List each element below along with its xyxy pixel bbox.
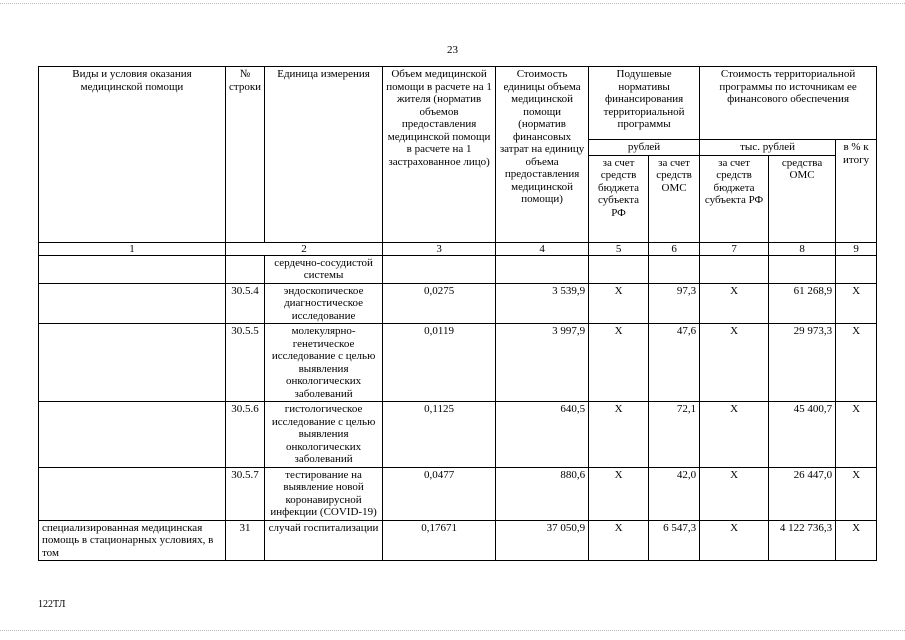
cost-cell: 880,6 <box>496 467 589 520</box>
percent-cell: X <box>836 324 877 402</box>
header-budget-per-capita: за счет средств бюджета субъекта РФ <box>589 155 649 242</box>
table-row <box>39 324 877 402</box>
oms-per-capita-cell <box>649 255 700 283</box>
cost-cell: 37 050,9 <box>496 520 589 561</box>
unit-cell: гистологическое исследование с целью выявления онкологических заболеваний <box>265 402 383 468</box>
kind-cell <box>39 467 226 520</box>
header-row-top <box>39 67 877 140</box>
budget-total-cell <box>700 255 769 283</box>
oms-per-capita-cell: 47,6 <box>649 324 700 402</box>
table-row <box>39 520 877 561</box>
header-percent: в % к итогу <box>836 140 877 243</box>
page-number: 23 <box>447 44 458 56</box>
unit-cell: тестирование на выявление новой коронавирусной инфекции (COVID-19) <box>265 467 383 520</box>
scan-artifact-bottom <box>0 630 905 631</box>
cost-cell: 640,5 <box>496 402 589 468</box>
line-cell: 30.5.7 <box>226 467 265 520</box>
volume-cell: 0,0477 <box>383 467 496 520</box>
budget-per-capita-cell: X <box>589 283 649 324</box>
header-thousand-rubles: тыс. рублей <box>700 140 836 156</box>
header-oms-per-capita: за счет средств ОМС <box>649 155 700 242</box>
column-number: 4 <box>496 242 589 255</box>
volume-cell: 0,1125 <box>383 402 496 468</box>
cost-cell: 3 997,9 <box>496 324 589 402</box>
percent-cell: X <box>836 402 877 468</box>
table-row <box>39 402 877 468</box>
oms-per-capita-cell: 97,3 <box>649 283 700 324</box>
table-row <box>39 467 877 520</box>
unit-cell: случай госпитализации <box>265 520 383 561</box>
column-number: 1 <box>39 242 226 255</box>
budget-per-capita-cell: X <box>589 324 649 402</box>
oms-per-capita-cell: 42,0 <box>649 467 700 520</box>
kind-cell <box>39 402 226 468</box>
line-cell: 30.5.6 <box>226 402 265 468</box>
column-number: 7 <box>700 242 769 255</box>
cost-cell <box>496 255 589 283</box>
oms-per-capita-cell: 6 547,3 <box>649 520 700 561</box>
percent-cell: X <box>836 520 877 561</box>
kind-cell <box>39 255 226 283</box>
scan-artifact-top <box>0 3 905 4</box>
budget-total-cell: X <box>700 283 769 324</box>
header-kind: Виды и условия оказания медицинской помощи <box>39 67 226 243</box>
header-unit: Единица измерения <box>265 67 383 243</box>
unit-cell: эндоскопическое диагностическое исследование <box>265 283 383 324</box>
header-rubles: рублей <box>589 140 700 156</box>
budget-per-capita-cell: X <box>589 402 649 468</box>
budget-total-cell: X <box>700 520 769 561</box>
document-code: 122ТЛ <box>38 599 66 610</box>
line-cell: 30.5.4 <box>226 283 265 324</box>
column-number: 2 <box>226 242 383 255</box>
line-cell <box>226 255 265 283</box>
header-per-capita: Подушевые нормативы финансирования территориальной программы <box>589 67 700 140</box>
percent-cell: X <box>836 283 877 324</box>
header-oms-total: средства ОМС <box>769 155 836 242</box>
line-cell: 31 <box>226 520 265 561</box>
volume-cell: 0,17671 <box>383 520 496 561</box>
percent-cell <box>836 255 877 283</box>
table-row <box>39 283 877 324</box>
header-unit-cost: Стоимость единицы объема медицинской помощи (норматив финансовых затрат на единицу объема предоставления медицинской помощи) <box>496 67 589 243</box>
unit-cell: молекулярно-генетическое исследование с целью выявления онкологических заболеваний <box>265 324 383 402</box>
oms-total-cell: 26 447,0 <box>769 467 836 520</box>
kind-cell <box>39 324 226 402</box>
kind-cell: специализированная медицинская помощь в стационарных условиях, в том <box>39 520 226 561</box>
budget-per-capita-cell: X <box>589 467 649 520</box>
budget-per-capita-cell: X <box>589 520 649 561</box>
kind-cell <box>39 283 226 324</box>
oms-per-capita-cell: 72,1 <box>649 402 700 468</box>
unit-cell: сердечно-сосудистой системы <box>265 255 383 283</box>
budget-total-cell: X <box>700 402 769 468</box>
column-number: 3 <box>383 242 496 255</box>
volume-cell <box>383 255 496 283</box>
column-number: 8 <box>769 242 836 255</box>
header-volume: Объем медицинской помощи в расчете на 1 жителя (норматив объемов предоставления медицинской помощи в расчете на 1 застрахованное лицо) <box>383 67 496 243</box>
column-number: 5 <box>589 242 649 255</box>
oms-total-cell <box>769 255 836 283</box>
percent-cell: X <box>836 467 877 520</box>
header-line-number: № строки <box>226 67 265 243</box>
oms-total-cell: 4 122 736,3 <box>769 520 836 561</box>
volume-cell: 0,0119 <box>383 324 496 402</box>
oms-total-cell: 29 973,3 <box>769 324 836 402</box>
table-row-continuation <box>39 255 877 283</box>
oms-total-cell: 61 268,9 <box>769 283 836 324</box>
column-number: 9 <box>836 242 877 255</box>
budget-total-cell: X <box>700 324 769 402</box>
header-budget-total: за счет средств бюджета субъекта РФ <box>700 155 769 242</box>
budget-per-capita-cell <box>589 255 649 283</box>
column-number: 6 <box>649 242 700 255</box>
column-number-row <box>39 242 877 255</box>
budget-total-cell: X <box>700 467 769 520</box>
oms-total-cell: 45 400,7 <box>769 402 836 468</box>
volume-cell: 0,0275 <box>383 283 496 324</box>
financing-table <box>38 66 877 561</box>
cost-cell: 3 539,9 <box>496 283 589 324</box>
header-program-cost: Стоимость территориальной программы по источникам ее финансового обеспечения <box>700 67 877 140</box>
line-cell: 30.5.5 <box>226 324 265 402</box>
